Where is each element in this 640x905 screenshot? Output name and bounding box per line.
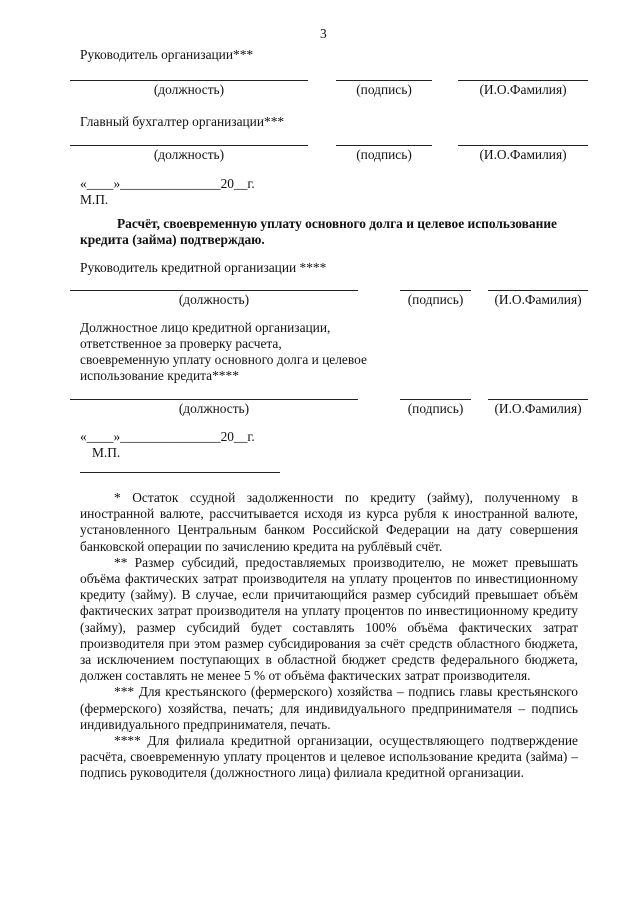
caption-position: (должность) (153, 82, 225, 97)
name-line (488, 290, 588, 291)
name-line (488, 399, 588, 400)
position-line (70, 80, 308, 81)
caption-position: (должность) (153, 147, 225, 162)
bank-head-label: Руководитель кредитной организации **** (80, 260, 327, 275)
footnote-4: **** Для филиала кредитной организации, осуществляющего подтверждение расчёта, своевременную уплату процентов и целевое использование кредита (займа) – подпись руководителя (должностного лица) филиала кредитной организации. (80, 733, 578, 781)
official-label-line2: ответственное за проверку расчета, (80, 336, 282, 351)
date-line: «____»_______________20__г. (80, 429, 255, 444)
position-line (70, 145, 308, 146)
caption-position: (должность) (178, 401, 250, 416)
caption-name: (И.О.Фамилия) (479, 147, 567, 162)
caption-name: (И.О.Фамилия) (479, 82, 567, 97)
stamp-label: М.П. (92, 445, 121, 460)
position-line (70, 399, 358, 400)
footnote-3: *** Для крестьянского (фермерского) хозяйства – подпись главы крестьянского (фермерского) хозяйства, печать; для индивидуального предпринимателя – подпись индивидуального предпринимателя, печать. (80, 684, 578, 732)
confirmation-title-line1: Расчёт, своевременную уплату основного долга и целевое использование (117, 216, 557, 231)
position-line (70, 290, 358, 291)
official-label-line3: своевременную уплату основного долга и целевое (80, 352, 367, 367)
caption-signature: (подпись) (356, 147, 412, 162)
name-line (458, 80, 588, 81)
page-number: 3 (320, 26, 327, 41)
caption-signature: (подпись) (407, 292, 464, 307)
official-label-line1: Должностное лицо кредитной организации, (80, 320, 331, 335)
date-line: «____»_______________20__г. (80, 176, 255, 191)
footnote-2: ** Размер субсидий, предоставляемых производителю, не может превышать объёма фактических затрат производителя на уплату процентов по инвестиционному кредиту (займу). В случае, если причитающийся размер субсидий превышает объём фактических затрат производителя на уплату процентов по инвестиционному кредиту (займу), размер субсидий будет составлять 100% объёма фактических затрат производителя при этом размер субсидирования за счёт средств областного бюджета, за исключением поступающих в областной бюджет средств федерального бюджета, должен составлять не менее 5 % от объёма фактических затрат производителя. (80, 554, 578, 684)
signature-line (400, 290, 471, 291)
confirmation-title-line2: кредита (займа) подтверждаю. (80, 232, 265, 247)
caption-position: (должность) (178, 292, 250, 307)
caption-name: (И.О.Фамилия) (494, 292, 582, 307)
head-label: Руководитель организации*** (80, 47, 254, 62)
caption-signature: (подпись) (356, 82, 412, 97)
footnote-separator (80, 472, 280, 473)
footnote-1: * Остаток ссудной задолженности по кредиту (займу), полученному в иностранной валюте, рассчитывается исходя из курса рубля к иностранной валюте, установленного Центральным банком Российской Федерации на дату совершения банковской операции по зачислению кредита на рублёвый счёт. (80, 490, 578, 554)
name-line (458, 145, 588, 146)
accountant-label: Главный бухгалтер организации*** (80, 114, 285, 129)
stamp-label: М.П. (80, 192, 109, 207)
signature-line (400, 399, 471, 400)
official-label-line4: использование кредита**** (80, 368, 239, 383)
signature-line (336, 145, 432, 146)
signature-line (336, 80, 432, 81)
caption-signature: (подпись) (407, 401, 464, 416)
caption-name: (И.О.Фамилия) (494, 401, 582, 416)
footnotes (80, 490, 578, 782)
